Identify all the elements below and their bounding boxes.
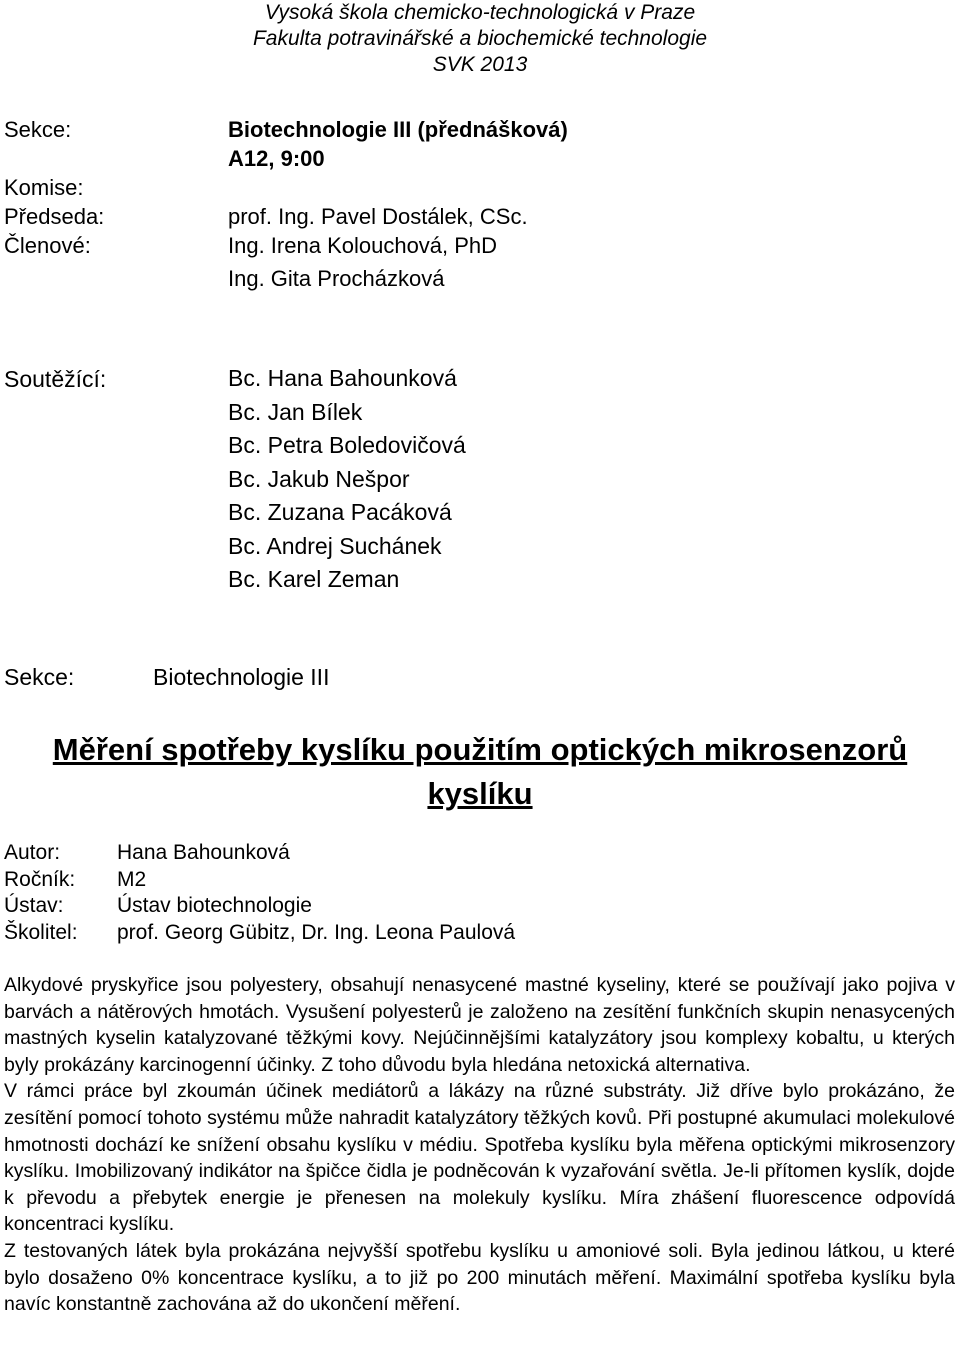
section-title: Biotechnologie III bbox=[153, 664, 330, 690]
member-name: Ing. Irena Kolouchová, PhD bbox=[228, 233, 498, 258]
competitor-name: Bc. Hana Bahounková bbox=[228, 365, 457, 391]
committee-label: Komise: bbox=[4, 175, 84, 200]
abstract-paragraph: V rámci práce byl zkoumán účinek mediátorů a lákázy na různé substráty. Již dříve bylo prokázáno, že zesítění pomocí tohoto systému může nahradit katalyzátory těžkých kovů. Při postupné akumulaci molekulové hmotnosti dochází ke snížení obsahu kyslíku v médiu. Spotřeba kyslíku byla měřena optickými mikrosenzory kyslíku. Imobilizovaný indikátor na špičce čidla je podněcován k vyzařování světla. Je-li přítomen kyslík, dojde k převodu a přebytek energie je přenesen na molekuly kyslíku. Míra zhášení fluorescence odpovídá koncentraci kyslíku. bbox=[4, 1080, 955, 1236]
abstract bbox=[4, 972, 955, 1318]
abstract-paragraph: Alkydové pryskyřice jsou polyestery, obsahují nenasycené mastné kyseliny, které se používají jako pojiva v barvách a nátěrových hmotách. Vysušení polyesterů je založeno na zesítění funkčních skupin nenasycených mastných kyselin katalyzované těžkými kovy. Nejúčinnějšími katalyzátory jsou komplexy kobaltu, u kterých byly prokázány karcinogenní účinky. Z toho důvodu byla hledána netoxická alternativa. bbox=[4, 974, 955, 1076]
paper-title-continued: kyslíku bbox=[427, 776, 533, 811]
paper-title: Měření spotřeby kyslíku použitím optických mikrosenzorů bbox=[52, 732, 908, 767]
header-university: Vysoká škola chemicko-technologická v Praze bbox=[264, 1, 696, 24]
competitor-name: Bc. Andrej Suchánek bbox=[228, 532, 442, 559]
member-name: Ing. Gita Procházková bbox=[228, 266, 445, 291]
supervisor-label: Školitel: bbox=[4, 920, 78, 944]
supervisor-names: prof. Georg Gübitz, Dr. Ing. Leona Paulová bbox=[117, 920, 516, 944]
competitor-name: Bc. Petra Boledovičová bbox=[228, 432, 466, 458]
section-label: Sekce: bbox=[4, 117, 72, 142]
author-name: Hana Bahounková bbox=[117, 841, 290, 864]
competitor-name: Bc. Zuzana Pacáková bbox=[228, 499, 452, 525]
header-event: SVK 2013 bbox=[432, 53, 528, 76]
chair-name: prof. Ing. Pavel Dostálek, CSc. bbox=[228, 204, 528, 229]
chair-label: Předseda: bbox=[4, 204, 105, 229]
room-time: A12, 9:00 bbox=[228, 146, 325, 171]
year-label: Ročník: bbox=[4, 867, 76, 891]
competitors-label: Soutěžící: bbox=[4, 366, 107, 392]
institute-label: Ústav: bbox=[4, 894, 64, 918]
members-label: Členové: bbox=[4, 233, 91, 258]
competitor-name: Bc. Jan Bílek bbox=[228, 398, 363, 425]
header-faculty: Fakulta potravinářské a biochemické technologie bbox=[252, 27, 708, 50]
abstract-paragraph: Z testovaných látek byla prokázána nejvyšší spotřebu kyslíku u amoniové soli. Byla jedinou látkou, u které bylo dosaženo 0% koncentrace kyslíku, a to již po 200 minutách měření. Maximální spotřeba kyslíku byla navíc konstantně zachována až do ukončení měření. bbox=[4, 1239, 955, 1316]
section-title: Biotechnologie III (přednášková) bbox=[228, 117, 568, 142]
institute-name: Ústav biotechnologie bbox=[117, 894, 312, 918]
author-label: Autor: bbox=[4, 841, 61, 864]
competitor-name: Bc. Karel Zeman bbox=[228, 566, 400, 592]
competitor-name: Bc. Jakub Nešpor bbox=[228, 465, 410, 492]
year-value: M2 bbox=[117, 867, 147, 891]
section-label: Sekce: bbox=[4, 664, 75, 690]
